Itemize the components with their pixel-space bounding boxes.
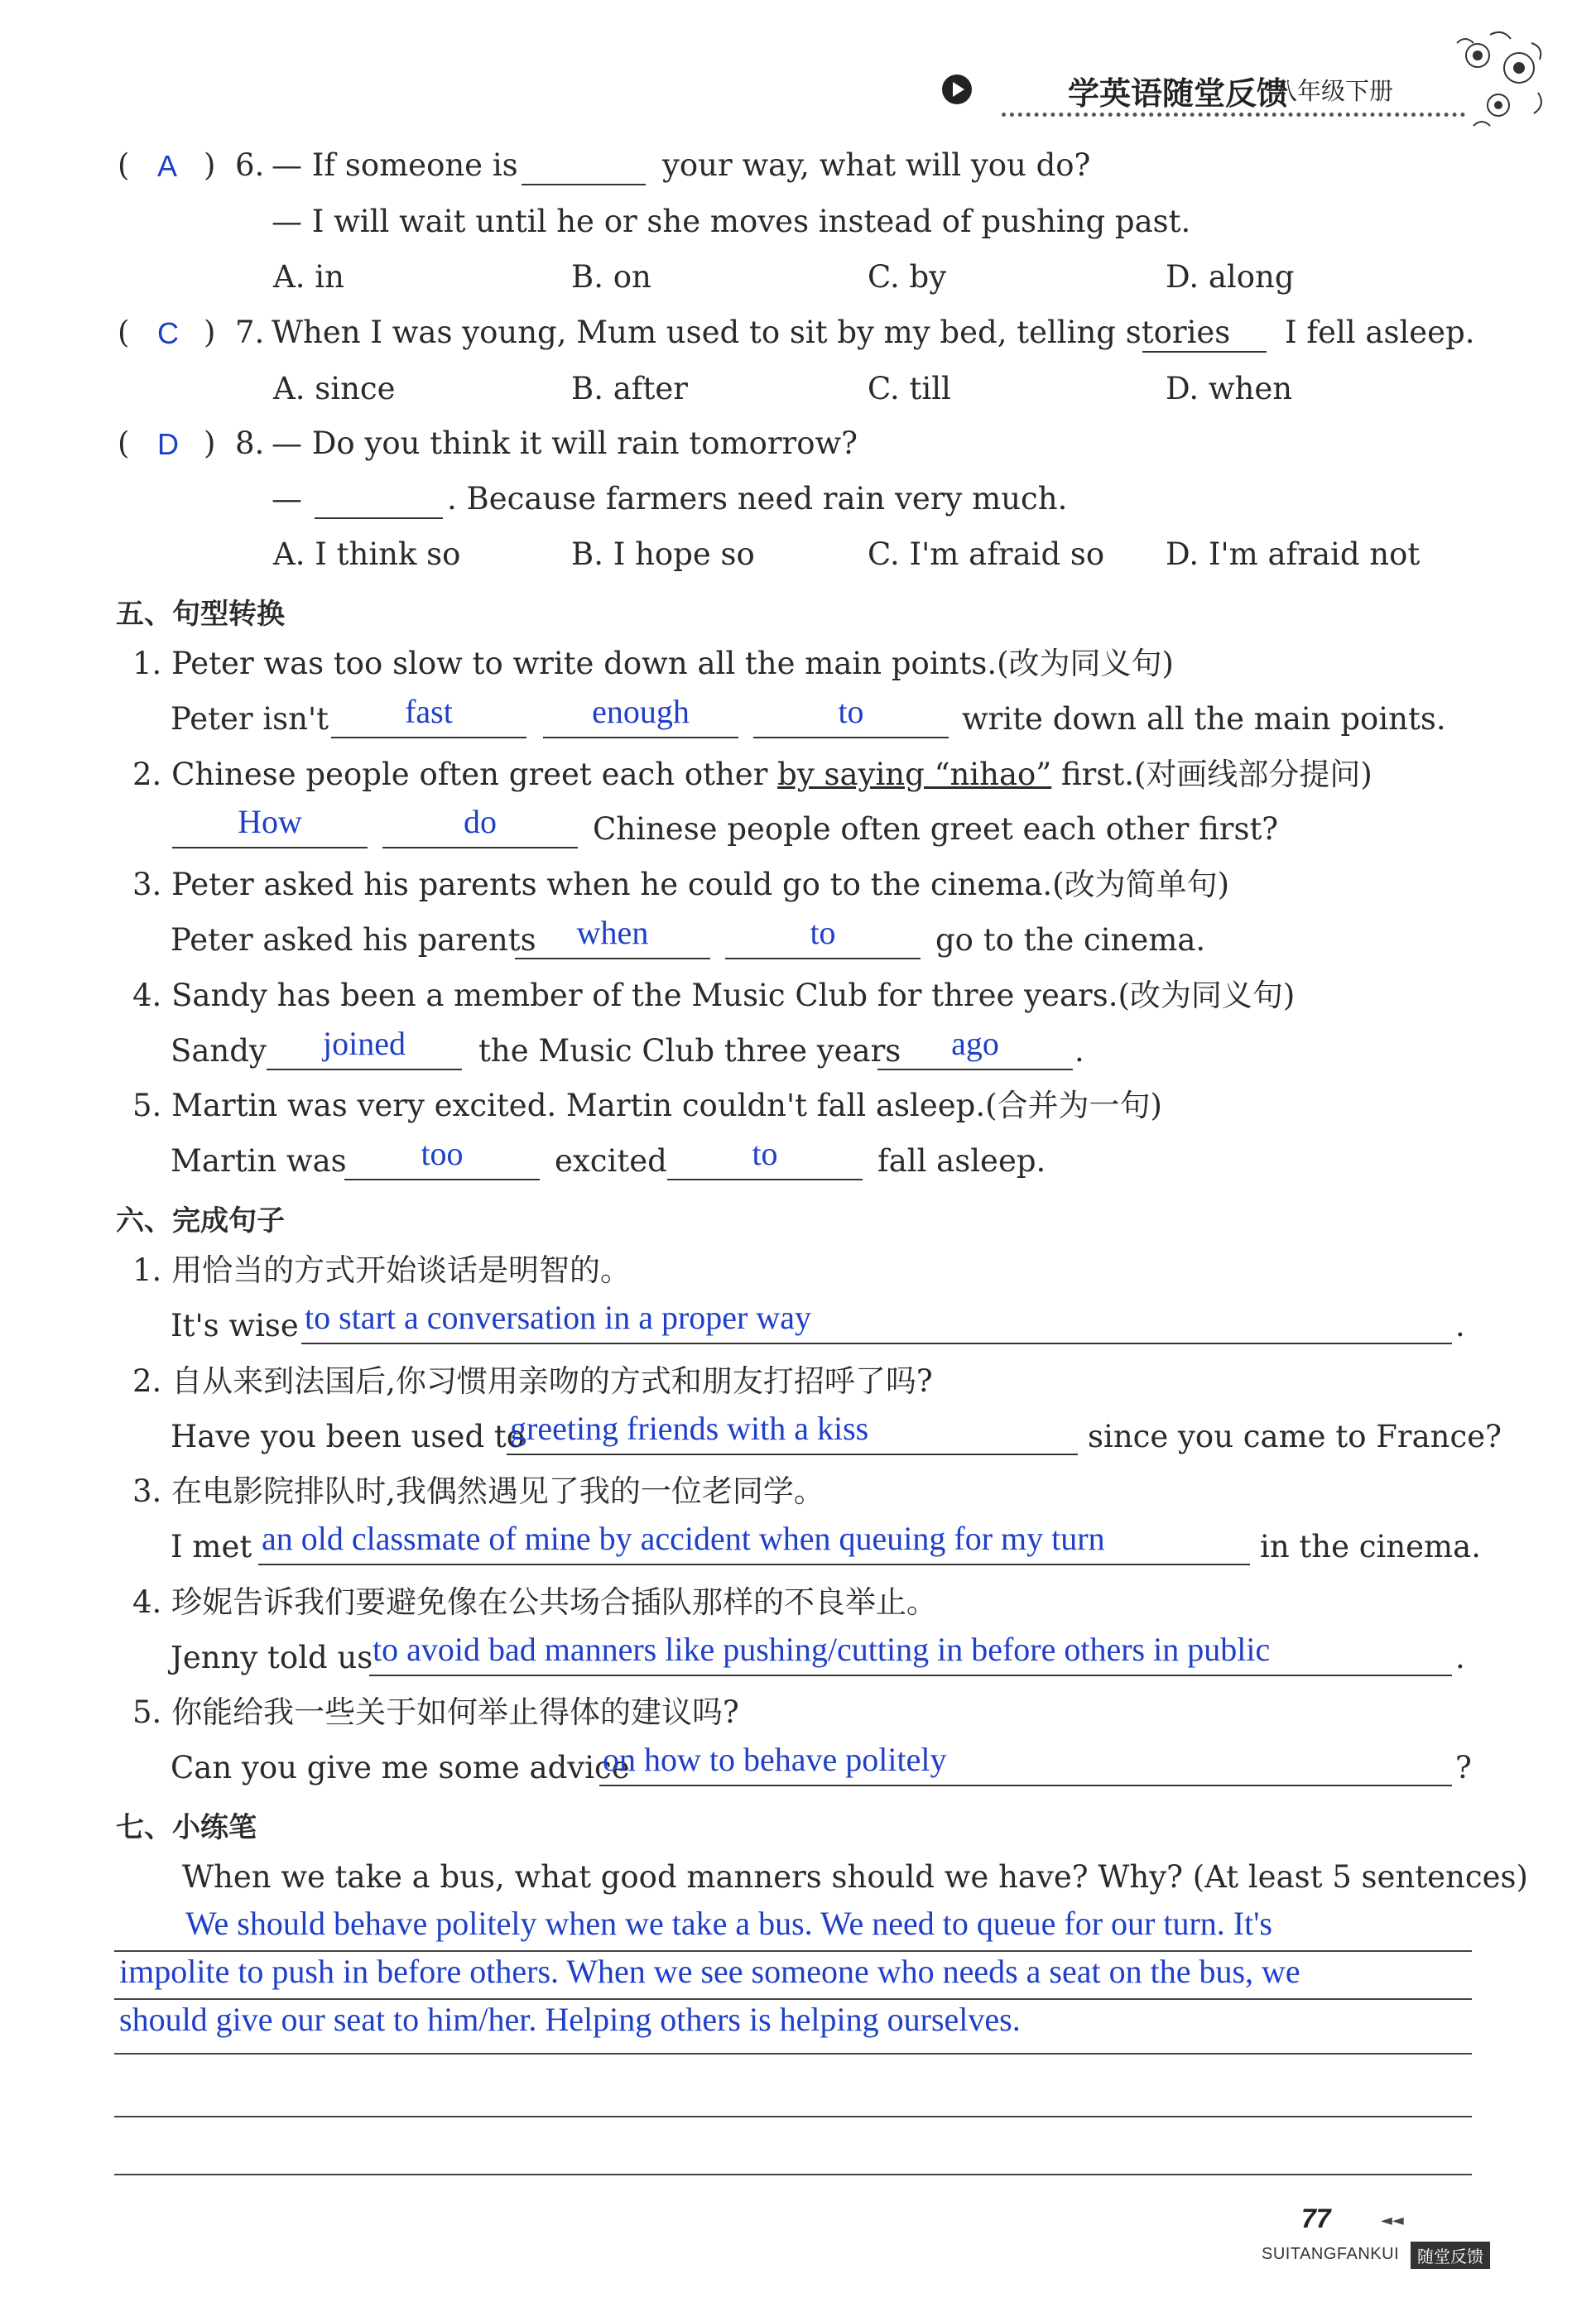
s6-q1-pre: It's wise	[171, 1308, 299, 1343]
mcq-8-option-a: A. I think so	[273, 536, 461, 572]
mcq-6-number: 6.	[235, 147, 265, 183]
s5-q1-answer-1: fast	[405, 693, 453, 730]
s6-q3-post: in the cinema.	[1260, 1529, 1481, 1564]
s6-q4-pre: Jenny told us	[171, 1640, 373, 1675]
s6-q2-pre: Have you been used to	[171, 1419, 526, 1454]
mcq-7-option-d: D. when	[1166, 371, 1293, 406]
s6-q5-answer: on how to behave politely	[603, 1741, 947, 1778]
header-subtitle: 八年级下册	[1273, 77, 1394, 105]
mcq-6-blank	[522, 184, 646, 185]
mcq-6-bracket: (	[118, 147, 130, 183]
s6-q2-answer: greeting friends with a kiss	[510, 1410, 869, 1447]
mcq-6-option-a: A. in	[273, 259, 344, 295]
s5-q5-pre: Martin was	[171, 1143, 347, 1179]
header-dotted-rule	[1002, 113, 1465, 117]
s5-q3-pre: Peter asked his parents	[171, 922, 536, 958]
s5-q4: 4. Sandy has been a member of the Music Club for three years.(改为同义句)	[132, 978, 1296, 1013]
s5-q3-answer-2: to	[810, 914, 836, 951]
mcq-7-stem: When I was young, Mum used to sit by my bed, telling stories	[272, 315, 1231, 350]
mcq-7-answer: C	[157, 316, 179, 350]
s5-q4-pre: Sandy	[171, 1033, 267, 1069]
s6-q5-pre: Can you give me some advice	[171, 1750, 630, 1786]
s5-q4-mid: the Music Club three years	[478, 1033, 901, 1069]
header-title: 学英语随堂反馈	[1068, 75, 1289, 112]
s5-q4-post: .	[1074, 1033, 1084, 1069]
s5-q5-mid: excited	[555, 1143, 667, 1179]
s5-q2-answer-2: do	[464, 803, 497, 840]
mcq-6-stem: — If someone is	[272, 147, 518, 183]
s5-q2-post: Chinese people often greet each other first?	[593, 811, 1279, 847]
mcq-7-option-c: C. till	[868, 371, 951, 406]
s6-q4-post: .	[1455, 1640, 1465, 1675]
s5-q5-post: fall asleep.	[877, 1143, 1046, 1179]
s7-answer-line-1: We should behave politely when we take a bus. We need to queue for our turn. It's	[185, 1905, 1272, 1942]
page-number: 77	[1301, 2204, 1331, 2233]
flower-decoration-icon	[1440, 18, 1565, 142]
mcq-8-option-d: D. I'm afraid not	[1166, 536, 1421, 572]
s5-q2: 2. Chinese people often greet each other by saying “nihao” first.(对画线部分提问)	[132, 757, 1372, 792]
footer-brand: SUITANGFANKUI	[1262, 2245, 1400, 2263]
s5-q4-answer-2: ago	[951, 1025, 999, 1062]
mcq-7-blank	[1142, 351, 1267, 353]
s6-q1-post: .	[1455, 1308, 1465, 1343]
section-5-heading: 五、句型转换	[116, 598, 285, 631]
mcq-8-dash: —	[272, 481, 302, 517]
s7-answer-line-3: should give our seat to him/her. Helping others is helping ourselves.	[119, 2001, 1021, 2038]
s5-q1-pre: Peter isn't	[171, 701, 329, 737]
s7-answer-line-2: impolite to push in before others. When we see someone who needs a seat on the bus, we	[119, 1953, 1300, 1990]
mcq-7-option-b: B. after	[571, 371, 688, 406]
s6-q1-answer: to start a conversation in a proper way	[305, 1299, 812, 1336]
s5-q4-answer-1: joined	[323, 1025, 406, 1062]
double-left-arrow-icon: ◄◄	[1381, 2212, 1404, 2229]
mcq-6-answer: A	[157, 149, 178, 183]
section-6-heading: 六、完成句子	[116, 1204, 285, 1238]
s6-q4: 4. 珍妮告诉我们要避免像在公共场合插队那样的不良举止。	[132, 1584, 938, 1620]
mcq-7-stem-end: I fell asleep.	[1285, 315, 1475, 350]
footer-badge: 随堂反馈	[1411, 2242, 1490, 2269]
mcq-6-stem-end: your way, what will you do?	[662, 147, 1091, 183]
play-circle-icon	[940, 73, 973, 106]
s5-q5-answer-1: too	[421, 1135, 464, 1172]
s5-q2-answer-1: How	[238, 803, 302, 840]
s5-q5: 5. Martin was very excited. Martin couldn't fall asleep.(合并为一句)	[132, 1088, 1162, 1123]
mcq-6-reply: — I will wait until he or she moves instead of pushing past.	[272, 204, 1191, 239]
s6-q5: 5. 你能给我一些关于如何举止得体的建议吗?	[132, 1694, 739, 1730]
s6-q4-answer: to avoid bad manners like pushing/cutting in before others in public	[373, 1631, 1271, 1668]
s6-q3: 3. 在电影院排队时,我偶然遇见了我的一位老同学。	[132, 1473, 824, 1509]
mcq-8-reply: . Because farmers need rain very much.	[447, 481, 1068, 517]
mcq-8-stem: — Do you think it will rain tomorrow?	[272, 425, 858, 461]
s6-q2-post: since you came to France?	[1088, 1419, 1502, 1454]
s5-q1-post: write down all the main points.	[962, 701, 1446, 737]
s5-q3-post: go to the cinema.	[935, 922, 1206, 958]
s5-q2-underlined: by saying “nihao”	[777, 757, 1052, 792]
s6-q2: 2. 自从来到法国后,你习惯用亲吻的方式和朋友打招呼了吗?	[132, 1363, 933, 1399]
s5-q3: 3. Peter asked his parents when he could go to the cinema.(改为简单句)	[132, 867, 1230, 902]
section-7-heading: 七、小练笔	[116, 1811, 257, 1844]
s7-prompt: When we take a bus, what good manners should we have? Why? (At least 5 sentences)	[182, 1859, 1528, 1895]
mcq-8-option-c: C. I'm afraid so	[868, 536, 1105, 572]
mcq-6-option-d: D. along	[1166, 259, 1295, 295]
mcq-8-number: 8.	[235, 425, 265, 461]
mcq-6-option-c: C. by	[868, 259, 947, 295]
s5-q3-answer-1: when	[576, 914, 649, 951]
s5-q5-answer-2: to	[752, 1135, 778, 1172]
mcq-8-answer: D	[157, 427, 179, 461]
s6-q1: 1. 用恰当的方式开始谈话是明智的。	[132, 1252, 632, 1288]
mcq-7-number: 7.	[235, 315, 265, 350]
s5-q1-answer-3: to	[838, 693, 864, 730]
workbook-page: 学英语随堂反馈 八年级下册 ( A ) 6. — If someone is your way, what will you do? — I will wait until he or she moves instead of pushing past. A. in B. on C. by D. along ( C ) 7. When I was young, Mum used to sit by my bed, telling stories I fell asleep. A. since B. after C. till D. when ( D ) 8. — Do you think it will rain tomorrow? — . Because farmers need rain very much. A. I think so B. I hope so C. I'm afraid so D. I'm afraid not 五、句型转换 1. Peter was too slow to write down all the main points.(改为同义句) Peter isn't fast enough to write down all the main points. 2. Chinese people often greet each other by saying “nihao” first.(对画线部分提问) How do Chinese people often greet each other first? 3. Peter asked his parents when he could go to the cinema.(改为简单句) Peter asked his parents when to go to the cinema. 4. Sandy has been a member of the Music Club for three years.(改为同义句) Sandy joined the Music Club three years ago . 5. Martin was very excited. Martin couldn't fall asleep.(合并为一句) Martin was too excited to fall asleep. 六、完成句子 1. 用恰当的方式开始谈话是明智的。 It's wise to start a conversation in a proper way . 2. 自从来到法国后,你习惯用亲吻的方式和朋友打招呼了吗? Have you been used to greeting friends with a kiss since you came to France? 3. 在电影院排队时,我偶然遇见了我的一位老同学。 I met an old classmate of mine by accident when queuing for my turn in the cinema. 4. 珍妮告诉我们要避免像在公共场合插队那样的不良举止。 Jenny told us to avoid bad manners like pushing/cutting in before others in public . 5. 你能给我一些关于如何举止得体的建议吗? Can you give me some advice on how to behave politely ? 七、小练笔 When we take a bus, what good manners should we have? Why? (At least 5 sentences) We should behave politely when we take a bus. We need to queue for our turn. It's impolite to push in before others. When we see someone who needs a seat on the bus, we should give our seat to him/her. Helping others is helping ourselves. 77 ◄◄ SUITANGFANKUI 随堂反馈	[0, 0, 1596, 2307]
mcq-7-option-a: A. since	[273, 371, 396, 406]
mcq-8-blank	[315, 517, 443, 519]
mcq-6-option-b: B. on	[571, 259, 651, 295]
s6-q3-pre: I met	[171, 1529, 252, 1564]
s5-q1: 1. Peter was too slow to write down all the main points.(改为同义句)	[132, 646, 1174, 681]
s6-q3-answer: an old classmate of mine by accident when queuing for my turn	[262, 1520, 1105, 1557]
s6-q5-post: ?	[1455, 1750, 1472, 1786]
mcq-8-option-b: B. I hope so	[571, 536, 755, 572]
s5-q1-answer-2: enough	[592, 693, 690, 730]
